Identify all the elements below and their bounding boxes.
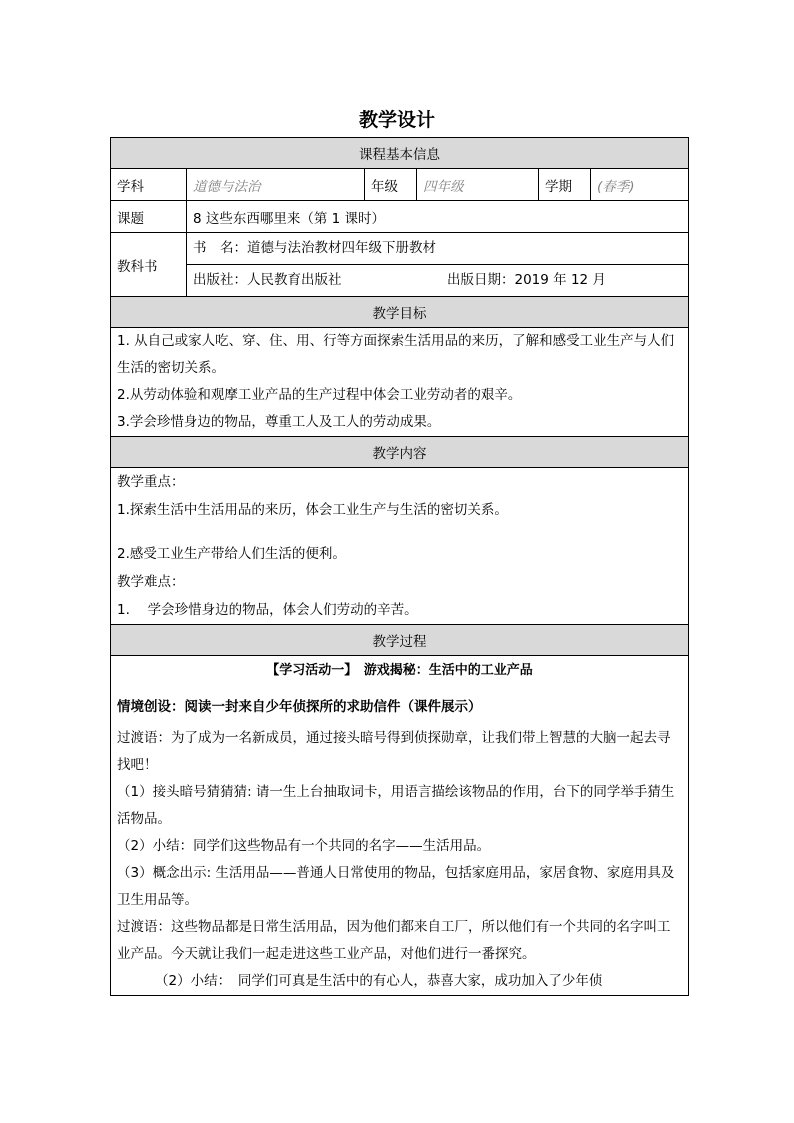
goals-row — [111, 328, 689, 437]
topic-row — [111, 201, 689, 233]
process-step: （2）小结：同学们这些物品有一个共同的名字——生活用品。 — [117, 838, 491, 854]
process-header-row — [111, 625, 689, 656]
term-label: 学期 — [539, 169, 591, 201]
process-step: （1）接头暗号猜猜猜: 请一生上台抽取词卡，用语言描绘该物品的作用，台下的同学举手猜生活物品。 — [117, 784, 675, 827]
content-header: 教学内容 — [111, 437, 689, 468]
grade-value: 四年级 — [417, 169, 539, 201]
process-row — [111, 656, 689, 996]
subject-row — [111, 169, 689, 201]
document-title: 教学设计 — [358, 109, 435, 131]
subject-value: 道德与法治 — [187, 169, 365, 201]
goals-header: 教学目标 — [111, 297, 689, 328]
content-row — [111, 468, 689, 625]
content-header-row — [111, 437, 689, 468]
transition-text: 过渡语：这些物品都是日常生活用品，因为他们都来自工厂，所以他们有一个共同的名字叫工业产品。今天就让我们一起走进这些工业产品，对他们进行一番探究。 — [117, 919, 671, 962]
topic-label: 课题 — [111, 201, 187, 233]
key-points-label: 教学重点： — [117, 474, 185, 490]
publish-date: 出版日期：2019 年 12 月 — [447, 272, 606, 288]
publisher-line — [187, 264, 688, 296]
goals-header-row — [111, 297, 689, 328]
textbook-row — [111, 233, 689, 297]
process-step: （2）小结： 同学们可真是生活中的有心人，恭喜大家，成功加入了少年侦 — [155, 973, 603, 989]
activity-title: 【学习活动一】 游戏揭秘：生活中的工业产品 — [266, 663, 533, 678]
process-body — [111, 656, 689, 996]
publisher: 出版社：人民教育出版社 — [193, 272, 342, 288]
goal-item: 3.学会珍惜身边的物品，尊重工人及工人的劳动成果。 — [117, 414, 441, 430]
key-point: 2.感受工业生产带给人们生活的便利。 — [117, 546, 346, 562]
goals-content — [111, 328, 689, 437]
basic-info-header: 课程基本信息 — [111, 138, 689, 169]
goal-item: 1. 从自己或家人吃、穿、住、用、行等方面探索生活用品的来历，了解和感受工业生产与人们生活的密切关系。 — [117, 333, 675, 376]
book-name: 书 名：道德与法治教材四年级下册教材 — [193, 240, 436, 256]
lesson-plan-table — [110, 137, 689, 996]
process-step: （3）概念出示: 生活用品——普通人日常使用的物品，包括家庭用品，家居食物、家庭用具及卫生用品等。 — [117, 865, 675, 908]
term-value: (春季) — [591, 169, 689, 201]
goal-item: 2.从劳动体验和观摩工业产品的生产过程中体会工业劳动者的艰辛。 — [117, 387, 522, 403]
key-point: 1.探索生活中生活用品的来历，体会工业生产与生活的密切关系。 — [117, 502, 508, 518]
basic-info-header-row — [111, 138, 689, 169]
textbook-label: 教科书 — [111, 233, 187, 297]
transition-text: 过渡语：为了成为一名新成员，通过接头暗号得到侦探勋章，让我们带上智慧的大脑一起去寻找吧！ — [117, 730, 671, 773]
textbook-info — [187, 233, 689, 297]
difficulty-label: 教学难点： — [117, 574, 185, 590]
grade-label: 年级 — [365, 169, 417, 201]
content-body — [111, 468, 689, 625]
topic-value: 8 这些东西哪里来（第 1 课时） — [187, 201, 689, 233]
scenario-text: 情境创设：阅读一封来自少年侦探所的求助信件（课件展示） — [117, 699, 482, 715]
subject-label: 学科 — [111, 169, 187, 201]
difficulty-point: 1. 学会珍惜身边的物品，体会人们劳动的辛苦。 — [117, 602, 418, 618]
process-header: 教学过程 — [111, 625, 689, 656]
